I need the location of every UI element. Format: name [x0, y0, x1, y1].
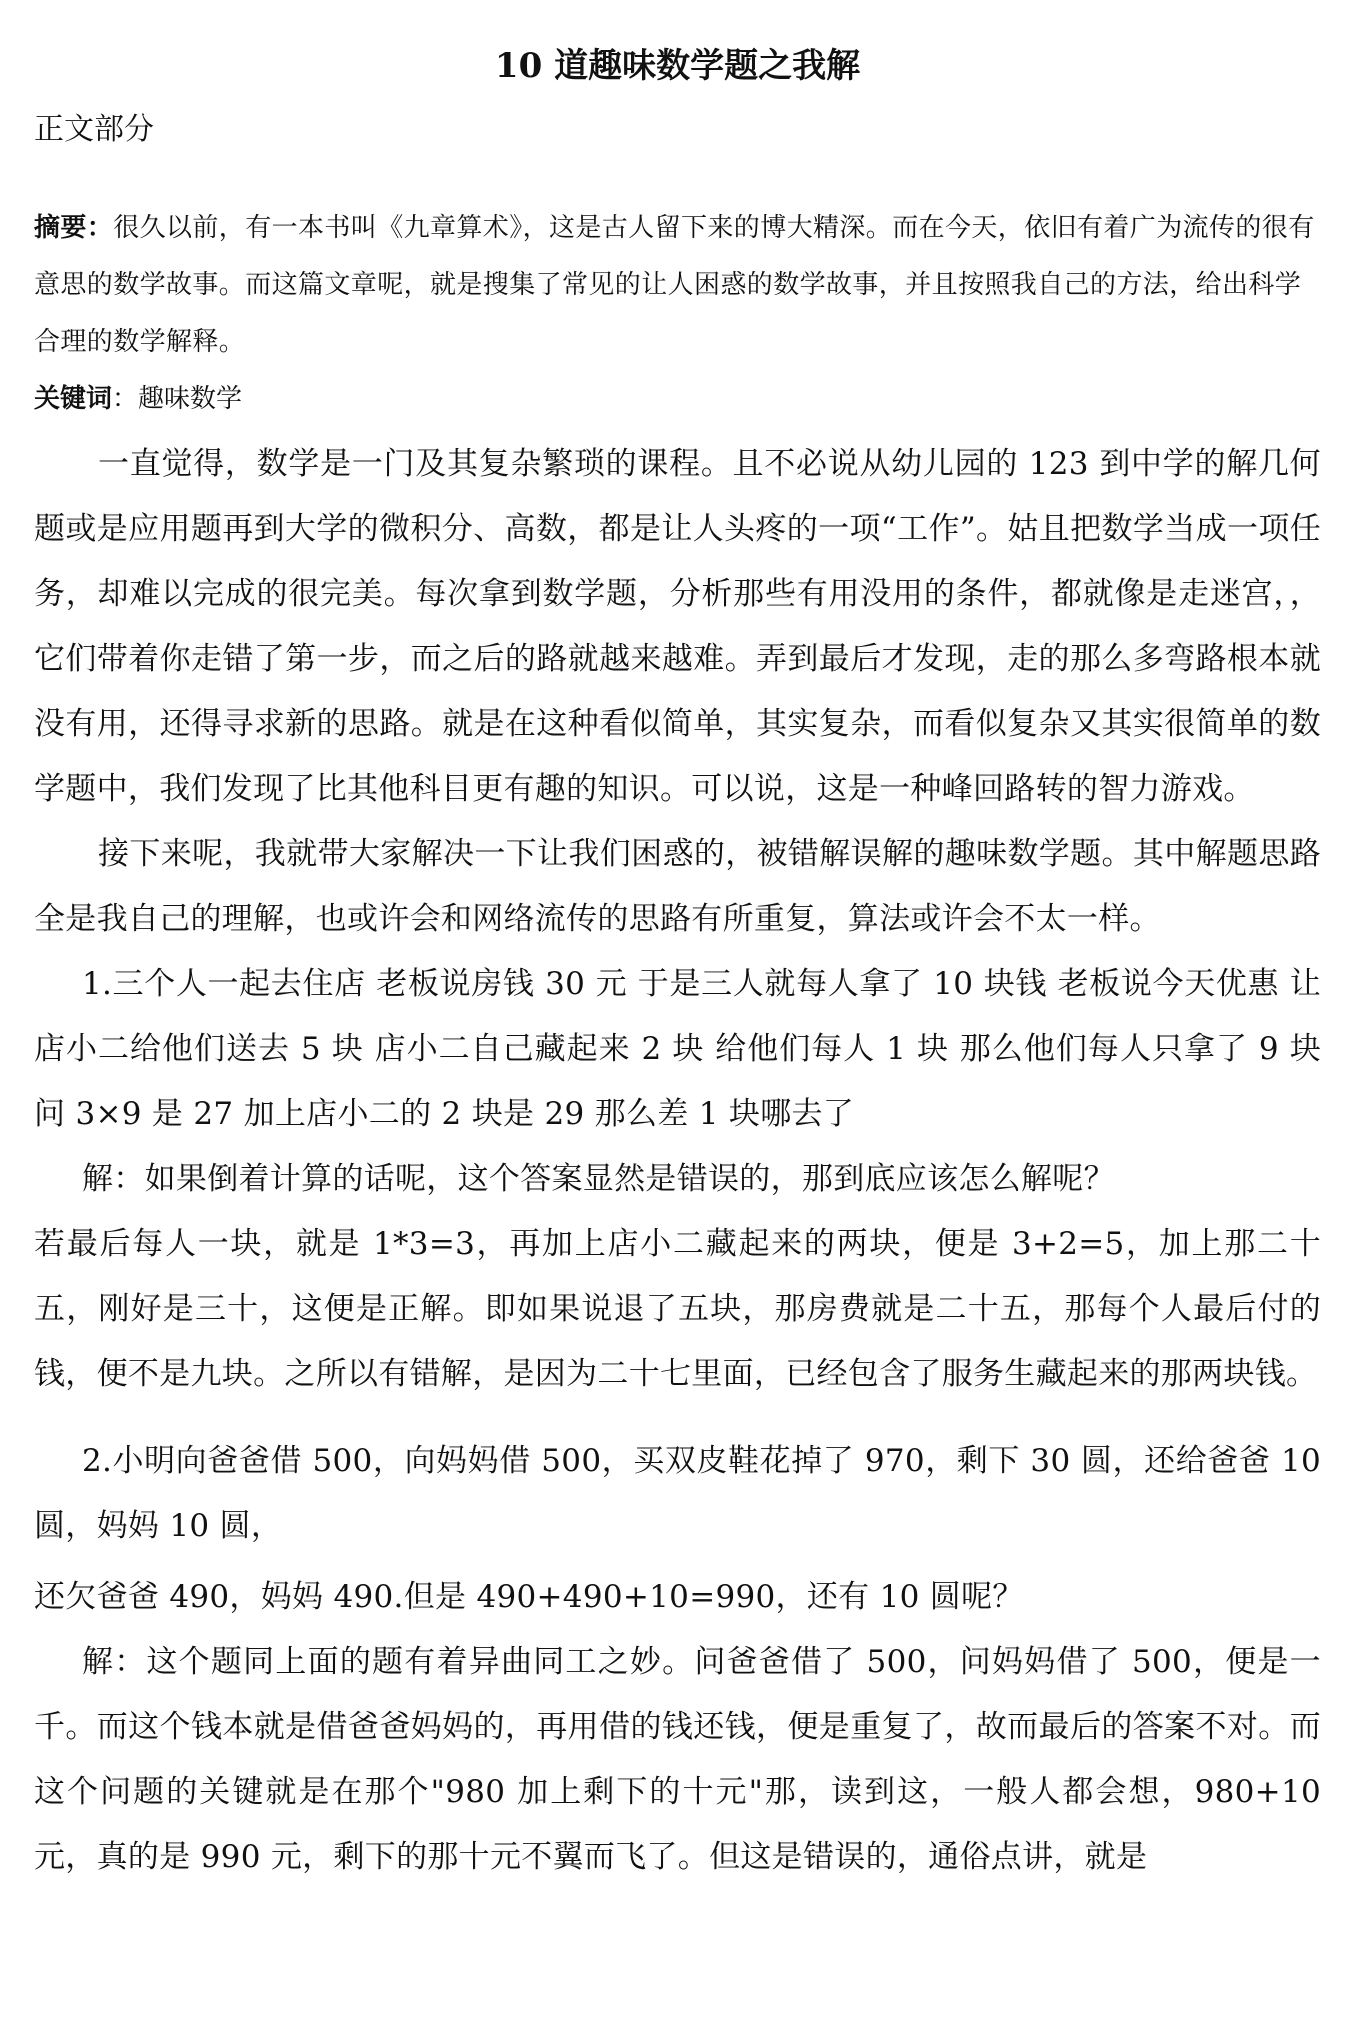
keywords-text: ：趣味数学	[112, 384, 243, 414]
section-label: 正文部分	[34, 112, 154, 147]
document-title: 10 道趣味数学题之我解	[494, 46, 861, 86]
question-1-answer-body: 若最后每人一块，就是 1*3=3，再加上店小二藏起来的两块，便是 3+2=5，加上那二十五，刚好是三十，这便是正解。即如果说退了五块，那房费就是二十五，那每个人最后付的钱，便不是九块。之所以有错解，是因为二十七里面，已经包含了服务生藏起来的那两块钱。	[34, 1226, 1321, 1392]
intro-paragraph-2: 接下来呢，我就带大家解决一下让我们困惑的，被错解误解的趣味数学题。其中解题思路全是我自己的理解，也或许会和网络流传的思路有所重复，算法或许会不太一样。	[34, 836, 1321, 937]
question-1-answer-intro: 解：如果倒着计算的话呢，这个答案显然是错误的，那到底应该怎么解呢？	[82, 1161, 1115, 1197]
keywords-line	[34, 371, 1321, 428]
question-2-text-cont: 还欠爸爸 490，妈妈 490.但是 490+490+10=990，还有 10 圆呢？	[34, 1579, 1024, 1615]
abstract-text: 很久以前，有一本书叫《九章算术》，这是古人留下来的博大精深。而在今天，依旧有着广为流传的很有意思的数学故事。而这篇文章呢，就是搜集了常见的让人困惑的数学故事，并且按照我自己的方法，给出科学合理的数学解释。	[34, 213, 1315, 357]
question-1-text: 1.三个人一起去住店 老板说房钱 30 元 于是三人就每人拿了 10 块钱 老板说今天优惠 让店小二给他们送去 5 块 店小二自己藏起来 2 块 给他们每人 1 块 那么他们每人只拿了 9 块 问 3×9 是 27 加上店小二的 2 块是 29 那么差 1 块哪去了	[34, 966, 1321, 1132]
paragraph-gap	[34, 1407, 1321, 1429]
question-2-text: 2.小明向爸爸借 500，向妈妈借 500，买双皮鞋花掉了 970，剩下 30 圆，还给爸爸 10 圆，妈妈 10 圆，	[34, 1443, 1321, 1544]
abstract-paragraph	[34, 200, 1321, 371]
keywords-label: 关键词	[34, 384, 113, 414]
question-2-answer: 解：这个题同上面的题有着异曲同工之妙。问爸爸借了 500，问妈妈借了 500，便是一千。而这个钱本就是借爸爸妈妈的，再用借的钱还钱，便是重复了，故而最后的答案不对。而这个问题的关键就是在那个"980 加上剩下的十元"那，读到这，一般人都会想，980+10 元，真的是 990 元，剩下的那十元不翼而飞了。但这是错误的，通俗点讲，就是	[34, 1644, 1321, 1875]
intro-paragraph-1: 一直觉得，数学是一门及其复杂繁琐的课程。且不必说从幼儿园的 123 到中学的解几何题或是应用题再到大学的微积分、高数，都是让人头疼的一项“工作”。姑且把数学当成一项任务，却难以完成的很完美。每次拿到数学题，分析那些有用没用的条件，都就像是走迷宫，，它们带着你走错了第一步，而之后的路就越来越难。弄到最后才发现，走的那么多弯路根本就没有用，还得寻求新的思路。就是在这种看似简单，其实复杂，而看似复杂又其实很简单的数学题中，我们发现了比其他科目更有趣的知识。可以说，这是一种峰回路转的智力游戏。	[34, 446, 1321, 807]
abstract-label: 摘要：	[34, 213, 114, 243]
